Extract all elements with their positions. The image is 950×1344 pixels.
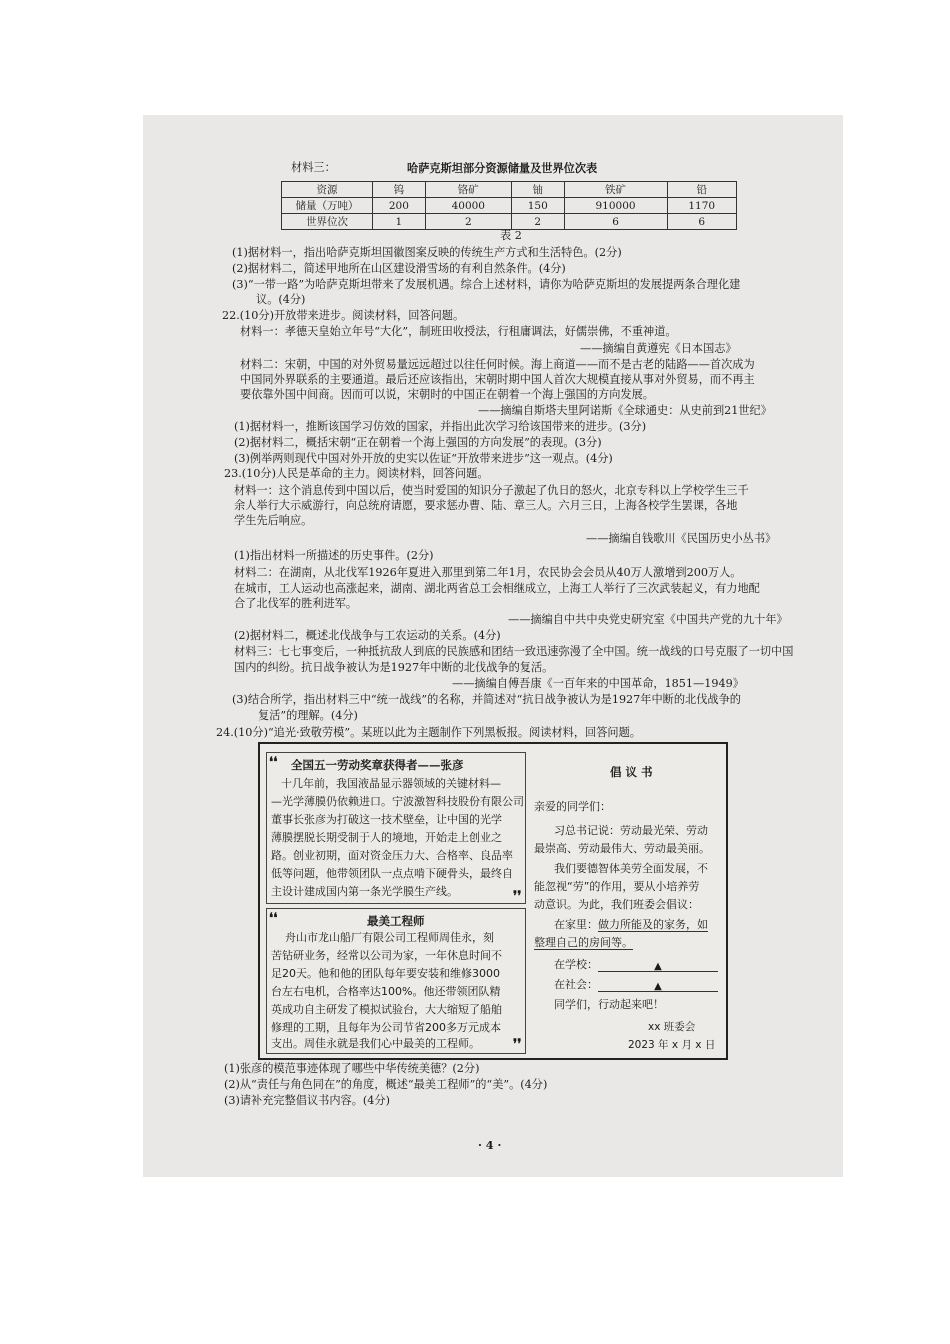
table-cell: 200 [373,198,426,214]
engineer-line: 修理的工期，且每年为公司节省200多万元成本 [271,1021,501,1034]
q22-material2-l3: 要依靠外国中间商。因而可以说，宋朝时的中国正在朝着一个海上强国的方向发展。 [240,388,654,401]
open-quote-icon: ❛❛ [269,755,278,770]
school-line [554,958,718,972]
zhangyan-line: 薄膜摆脱长期受制于人的境地，开始走上创业之 [271,831,502,844]
q22-material2-source: ——摘编自斯塔夫里阿诺斯《全球通史：从史前到21世纪》 [478,404,772,417]
proposal-date: 2023 年 x 月 x 日 [628,1039,716,1051]
table-cell: 910000 [564,198,667,214]
table-row [282,198,737,214]
society-blank: ▲ [598,980,718,992]
table-caption: 表 2 [500,229,522,242]
table-row [282,214,737,230]
q23-title: 23.(10分)人民是革命的主力。阅读材料，回答问题。 [224,467,489,480]
table-title: 哈萨克斯坦部分资源储量及世界位次表 [407,161,598,175]
school-label: 在学校： [554,958,598,971]
q22-1: (1)据材料一，推断该国学习仿效的国家，并指出此次学习给该国带来的进步。(3分) [234,420,647,433]
table-cell: 铅 [667,182,737,198]
zhangyan-line: —光学薄膜仍依赖进口。宁波激智科技股份有限公司 [271,795,524,808]
table-cell: 150 [511,198,564,214]
q23-material3-l1: 材料三：七七事变后，一种抵抗敌人到底的民族感和团结一致迅速弥漫了全中国。统一战线的口号克服了一切中国 [234,645,794,658]
proposal-line: 习总书记说：劳动最光荣、劳动 [554,824,708,837]
school-blank: ▲ [598,960,718,972]
society-label: 在社会： [554,978,598,991]
q22-title: 22.(10分)开放带来进步。阅读材料，回答问题。 [222,309,465,322]
q23-material2-l2: 在城市，工人运动也高涨起来，湖南、湖北两省总工会相继成立，上海工人举行了三次武装起义，有力地配 [234,582,760,595]
engineer-line: 舟山市龙山船厂有限公司工程师周佳永，刻 [285,931,494,944]
home-text: 做力所能及的家务，如 [598,918,708,931]
q23-material1-l2: 余人举行大示威游行，向总统府请愿，要求惩办曹、陆、章三人。六月三日，上海各校学生罢课，各地 [234,499,738,512]
q23-material1-source: ——摘编自钱歌川《民国历史小丛书》 [586,532,777,545]
q21-3: (3)“一带一路”为哈萨克斯坦带来了发展机遇。综合上述材料，请你为哈萨克斯坦的发展提两条合理化建 [232,278,741,291]
table-cell: 世界位次 [282,214,373,230]
table-cell: 铁矿 [564,182,667,198]
q22-material1: 材料一：孝德天皇始立年号“大化”，制班田收授法，行租庸调法，好儒崇佛，不重神道。 [240,325,677,338]
q21-2: (2)据材料二，简述甲地所在山区建设滑雪场的有利自然条件。(4分) [232,262,566,275]
proposal-line: 最崇高、劳动最伟大、劳动最美丽。 [534,842,710,855]
q21-1: (1)据材料一，指出哈萨克斯坦国徽图案反映的传统生产方式和生活特色。(2分) [232,246,622,259]
proposal-line: 能忽视“劳”的作用，要从小培养劳 [534,880,700,893]
open-quote-icon: ❛❛ [269,911,278,926]
q22-material2-l1: 材料二：宋朝，中国的对外贸易量远远超过以往任何时候。海上商道——而不是古老的陆路——首次成为 [240,358,755,371]
proposal-signer: xx 班委会 [648,1021,696,1033]
q23-material1-l3: 学生先后响应。 [234,514,313,527]
table-cell: 1 [373,214,426,230]
close-quote-icon: ❜❜ [513,1037,522,1052]
table-cell: 资源 [282,182,373,198]
material3-label: 材料三： [291,161,336,174]
proposal-greeting: 亲爱的同学们： [534,800,611,813]
q23-material2-source: ——摘编自中共中央党史研究室《中国共产党的九十年》 [508,613,788,626]
table-cell: 6 [564,214,667,230]
table-cell: 钨 [373,182,426,198]
engineer-line: 足20天。他和他的团队每年要安装和维修3000 [271,967,500,980]
society-line [554,978,718,992]
proposal-line: 我们要德智体美劳全面发展，不 [554,862,708,875]
home-label: 在家里： [554,918,598,931]
page-number: · 4 · [478,1138,502,1152]
table-cell: 6 [667,214,737,230]
zhangyan-line: 十几年前，我国液晶显示器领域的关键材料— [281,777,501,790]
table-cell: 铬矿 [425,182,511,198]
proposal-line: 动意识。为此，我们班委会倡议： [534,898,699,911]
q24-1: (1)张彦的模范事迹体现了哪些中华传统美德？(2分) [224,1062,480,1075]
table-cell: 1170 [667,198,737,214]
zhangyan-line: 主设计建成国内第一条光学膜生产线。 [271,885,458,898]
table-row [282,182,737,198]
engineer-line: 支出。周佳永就是我们心中最美的工程师。 [271,1037,480,1050]
q23-3-l2: 复活”的理解。(4分) [258,709,358,722]
q24-3: (3)请补充完整倡议书内容。(4分) [224,1094,390,1107]
engineer-box [266,908,526,1054]
home-text-cont: 整理自己的房间等。 [534,936,633,949]
table-cell: 铀 [511,182,564,198]
zhangyan-line: 董事长张彦为打破这一技术壁垒，让中国的光学 [271,813,502,826]
zhangyan-title: 全国五一劳动奖章获得者——张彦 [291,758,464,772]
table-cell: 40000 [425,198,511,214]
q23-material1-l1: 材料一：这个消息传到中国以后，使当时爱国的知识分子激起了仇日的怒火，北京专科以上学校学生三千 [234,484,749,497]
blackboard [258,742,728,1060]
proposal-title: 倡 议 书 [610,765,653,779]
proposal-panel [534,752,724,1052]
proposal-closing: 同学们，行动起来吧！ [554,998,664,1011]
zhangyan-line: 低等问题，他带领团队一点点啃下硬骨头，最终自 [271,867,513,880]
table-cell: 储量（万吨） [282,198,373,214]
q23-material2-l1: 材料二：在湖南，从北伐军1926年夏进入那里到第二年1月，农民协会会员从40万人激增到200万人。 [234,566,742,579]
zhangyan-box [266,752,526,904]
table-cell: 2 [511,214,564,230]
q24-title: 24.(10分)“追光·致敬劳模”。某班以此为主题制作下列黑板报。阅读材料，回答问题。 [216,726,641,739]
q23-3-l1: (3)结合所学，指出材料三中“统一战线”的名称，并简述对“抗日战争被认为是1927年中断的北伐战争的 [232,693,741,706]
q23-1: (1)指出材料一所描述的历史事件。(2分) [234,549,434,562]
table-cell: 2 [425,214,511,230]
engineer-line: 英成功自主研发了模拟试验台，大大缩短了船舶 [271,1003,502,1016]
q22-3: (3)例举两则现代中国对外开放的史实以佐证“开放带来进步”这一观点。(4分) [234,452,613,465]
q22-material2-l2: 中国同外界联系的主要通道。最后还应该指出，宋朝时期中国人首次大规模直接从事对外贸易，而不再主 [240,373,755,386]
q24-2: (2)从“责任与角色同在”的角度，概述“最美工程师”的“美”。(4分) [224,1078,548,1091]
q23-2: (2)据材料二，概述北伐战争与工农运动的关系。(4分) [234,629,501,642]
engineer-title: 最美工程师 [367,914,425,928]
engineer-line: 苦钻研业务，经常以公司为家，一年休息时间不 [271,949,502,962]
zhangyan-line: 路。创业初期，面对资金压力大、合格率、良品率 [271,849,513,862]
q23-material2-l3: 合了北伐军的胜利进军。 [234,597,358,610]
q22-2: (2)据材料二，概括宋朝“正在朝着一个海上强国的方向发展”的表现。(3分) [234,436,602,449]
engineer-line: 台左右电机，合格率达100%。他还带领团队精 [271,985,501,998]
q21-3-cont: 议。(4分) [256,293,306,306]
resource-table [281,181,737,230]
home-line [554,918,708,932]
close-quote-icon: ❜❜ [513,889,522,904]
q22-material1-source: ——摘编自黄遵宪《日本国志》 [580,342,737,355]
q23-material3-l2: 国内的纠纷。抗日战争被认为是1927年中断的北伐战争的复活。 [234,661,554,674]
q23-material3-source: ——摘编自傅吾康《一百年来的中国革命，1851—1949》 [452,677,744,690]
